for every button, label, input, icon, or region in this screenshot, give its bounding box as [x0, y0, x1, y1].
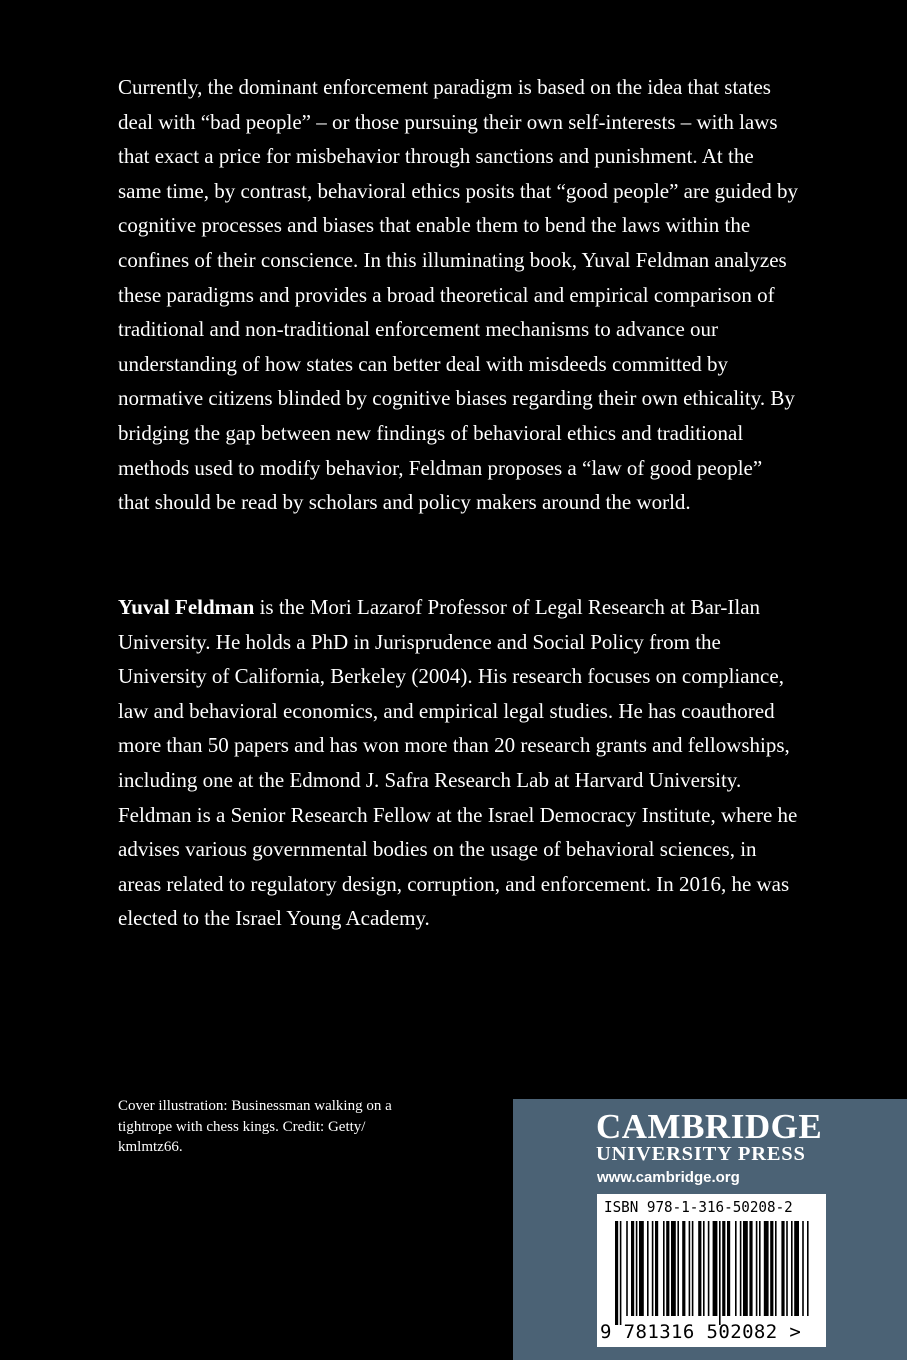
barcode-bar: [655, 1221, 658, 1316]
barcode-bar: [647, 1221, 649, 1316]
barcode-bar: [749, 1221, 752, 1316]
publisher-name: CAMBRIDGE: [596, 1107, 823, 1146]
publisher-subtitle: UNIVERSITY PRESS: [596, 1143, 806, 1165]
barcode-bar: [663, 1221, 665, 1316]
barcode-bar: [802, 1221, 804, 1316]
publisher-panel: [513, 1099, 907, 1360]
barcode-bar: [743, 1221, 748, 1316]
barcode-bar: [636, 1221, 638, 1316]
barcode-bar: [615, 1221, 618, 1325]
book-blurb: Currently, the dominant enforcement paradigm is based on the idea that states deal with “bad people” – or those pursuing their own self-interests – with laws that exact a price for misbehavior through sanctions and punishment. At the same time, by contrast, behavioral ethics posits that “good people” are guided by cognitive processes and biases that enable them to bend the laws within the confines of their conscience. In this illuminating book, Yuval Feldman analyzes these paradigms and provides a broad theoretical and empirical comparison of traditional and non-traditional enforcement mechanisms to advance our understanding of how states can better deal with misdeeds committed by normative citizens blinded by cognitive biases regarding their own ethicality. By bridging the gap between new findings of behavioral ethics and traditional methods used to modify behavior, Feldman proposes a “law of good people” that should be read by scholars and policy makers around the world.: [118, 75, 798, 515]
barcode-bar: [786, 1221, 788, 1316]
barcode-bar: [807, 1221, 809, 1316]
barcode-bar: [756, 1221, 758, 1316]
barcode-bar: [759, 1221, 761, 1316]
barcode-bar: [689, 1221, 691, 1316]
author-name: Yuval Feldman: [118, 595, 255, 619]
barcode-bar: [713, 1221, 718, 1316]
author-bio: [118, 590, 798, 936]
barcode-bar: [727, 1221, 730, 1316]
barcode-bar: [719, 1221, 721, 1325]
barcode-bar: [626, 1221, 628, 1316]
barcode-bar: [735, 1221, 737, 1316]
barcode-bar: [703, 1221, 705, 1316]
barcode-bar: [666, 1221, 669, 1316]
barcode-bar: [631, 1221, 634, 1316]
barcode-bar: [692, 1221, 694, 1316]
barcode-bar: [740, 1221, 742, 1316]
cover-credit: Cover illustration: Businessman walking on a tightrope with chess kings. Credit: Getty/ kmlmtz66.: [118, 1098, 392, 1155]
barcode-bar: [781, 1221, 784, 1316]
barcode-bar: [794, 1221, 799, 1316]
barcode-bar: [698, 1221, 701, 1316]
barcode-digits: 9 781316 502082 >: [600, 1321, 802, 1343]
barcode-bar: [639, 1221, 644, 1316]
barcode-bar: [775, 1221, 777, 1316]
barcode-bar: [791, 1221, 793, 1316]
barcode-bar: [722, 1221, 725, 1316]
barcode-bar: [682, 1221, 685, 1316]
isbn-label: ISBN 978-1-316-50208-2: [604, 1198, 793, 1216]
barcode-bar: [671, 1221, 676, 1316]
barcode-bar: [770, 1221, 773, 1316]
author-bio-text: is the Mori Lazarof Professor of Legal Research at Bar-Ilan University. He holds a PhD in Jurisprudence and Social Policy from the University of California, Berkeley (2004). His research focuses on compliance, law and behavioral economics, and empirical legal studies. He has coauthored more than 50 papers and has won more than 20 research grants and fellowships, including one at the Edmond J. Safra Research Lab at Harvard University. Feldman is a Senior Research Fellow at the Israel Democracy Institute, where he advises various governmental bodies on the usage of behavioral sciences, in areas related to regulatory design, corruption, and enforcement. In 2016, he was elected to the Israel Young Academy.: [118, 595, 798, 931]
barcode-bar: [620, 1221, 622, 1325]
barcode-bar: [708, 1221, 710, 1316]
barcode-bar: [652, 1221, 654, 1316]
isbn-barcode-box: [597, 1194, 826, 1347]
barcode-bar: [677, 1221, 679, 1316]
publisher-url: www.cambridge.org: [597, 1169, 740, 1186]
barcode-bar: [764, 1221, 769, 1316]
